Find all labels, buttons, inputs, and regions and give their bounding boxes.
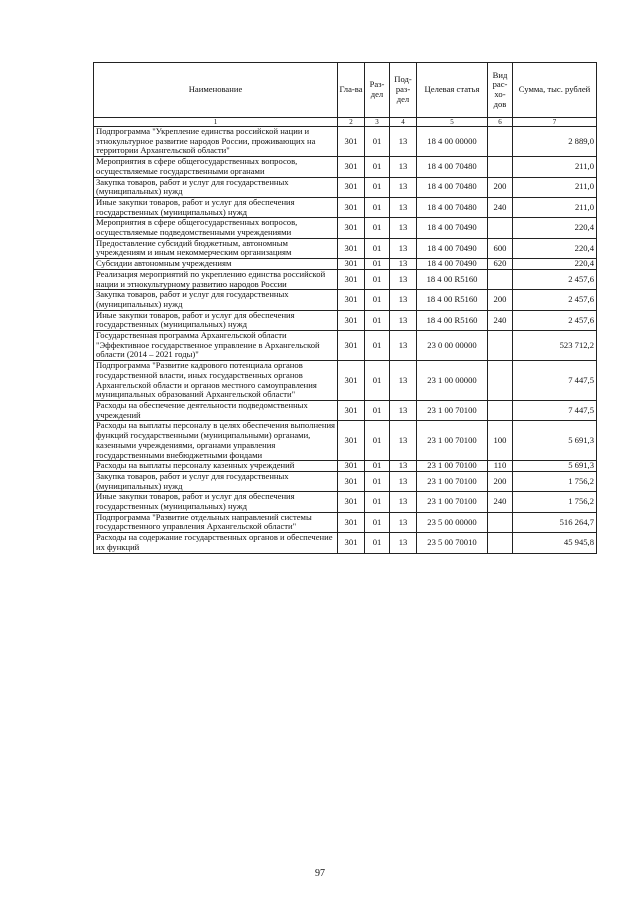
row-expense-type-cell: 620 xyxy=(488,259,513,270)
row-section-cell: 01 xyxy=(365,361,390,401)
table-row xyxy=(94,218,597,238)
table-row xyxy=(94,259,597,270)
table-row xyxy=(94,461,597,472)
row-target-article-cell: 18 4 00 70490 xyxy=(417,218,488,238)
column-number: 2 xyxy=(338,118,365,127)
row-subsection-cell: 13 xyxy=(390,290,417,310)
row-subsection-cell: 13 xyxy=(390,310,417,330)
row-chapter-cell: 301 xyxy=(338,290,365,310)
row-name-cell: Подпрограмма "Развитие отдельных направлений системы государственного управления Архангельской области" xyxy=(94,512,338,532)
row-sum-cell: 2 457,6 xyxy=(513,290,597,310)
row-section-cell: 01 xyxy=(365,259,390,270)
table-row xyxy=(94,331,597,361)
row-expense-type-cell: 100 xyxy=(488,421,513,461)
row-section-cell: 01 xyxy=(365,269,390,289)
row-name-cell: Расходы на выплаты персоналу в целях обеспечения выполнения функций государственными (муниципальными) органами, казенными учреждениями, органами управления государственными внебюджетными фондами xyxy=(94,421,338,461)
row-name-cell: Закупка товаров, работ и услуг для государственных (муниципальных) нужд xyxy=(94,177,338,197)
row-name-cell: Расходы на обеспечение деятельности подведомственных учреждений xyxy=(94,400,338,420)
row-expense-type-cell xyxy=(488,533,513,553)
row-target-article-cell: 23 5 00 70010 xyxy=(417,533,488,553)
table-row xyxy=(94,471,597,491)
row-target-article-cell: 18 4 00 00000 xyxy=(417,127,488,157)
row-expense-type-cell: 200 xyxy=(488,290,513,310)
row-sum-cell: 7 447,5 xyxy=(513,400,597,420)
row-subsection-cell: 13 xyxy=(390,533,417,553)
row-subsection-cell: 13 xyxy=(390,492,417,512)
row-target-article-cell: 18 4 00 70490 xyxy=(417,238,488,258)
column-number: 4 xyxy=(390,118,417,127)
row-target-article-cell: 18 4 00 R5160 xyxy=(417,290,488,310)
table-row xyxy=(94,290,597,310)
row-subsection-cell: 13 xyxy=(390,421,417,461)
column-number: 5 xyxy=(417,118,488,127)
column-number: 6 xyxy=(488,118,513,127)
row-name-cell: Подпрограмма "Развитие кадрового потенциала органов государственной власти, иных государственных органов Архангельской области и органов местного самоуправления муниципальных образований Архангельской области" xyxy=(94,361,338,401)
page-number: 97 xyxy=(315,868,325,879)
header-expense-type: Вид рас-хо-дов xyxy=(488,63,513,118)
row-subsection-cell: 13 xyxy=(390,471,417,491)
row-target-article-cell: 23 1 00 00000 xyxy=(417,361,488,401)
row-name-cell: Иные закупки товаров, работ и услуг для обеспечения государственных (муниципальных) нужд xyxy=(94,492,338,512)
header-chapter: Гла-ва xyxy=(338,63,365,118)
row-sum-cell: 45 945,8 xyxy=(513,533,597,553)
row-section-cell: 01 xyxy=(365,512,390,532)
row-target-article-cell: 18 4 00 70480 xyxy=(417,157,488,177)
row-sum-cell: 211,0 xyxy=(513,197,597,217)
row-sum-cell: 523 712,2 xyxy=(513,331,597,361)
table-row xyxy=(94,400,597,420)
row-chapter-cell: 301 xyxy=(338,197,365,217)
row-expense-type-cell: 200 xyxy=(488,471,513,491)
table-row xyxy=(94,177,597,197)
row-sum-cell: 5 691,3 xyxy=(513,461,597,472)
row-name-cell: Иные закупки товаров, работ и услуг для обеспечения государственных (муниципальных) нужд xyxy=(94,197,338,217)
row-chapter-cell: 301 xyxy=(338,177,365,197)
row-sum-cell: 220,4 xyxy=(513,218,597,238)
row-name-cell: Закупка товаров, работ и услуг для государственных (муниципальных) нужд xyxy=(94,471,338,491)
row-section-cell: 01 xyxy=(365,157,390,177)
row-subsection-cell: 13 xyxy=(390,361,417,401)
table-row xyxy=(94,127,597,157)
row-target-article-cell: 18 4 00 R5160 xyxy=(417,269,488,289)
row-chapter-cell: 301 xyxy=(338,461,365,472)
table-row xyxy=(94,421,597,461)
row-sum-cell: 2 457,6 xyxy=(513,269,597,289)
row-name-cell: Расходы на содержание государственных органов и обеспечение их функций xyxy=(94,533,338,553)
row-name-cell: Реализация мероприятий по укреплению единства российской нации и этнокультурному развитию народов России xyxy=(94,269,338,289)
row-subsection-cell: 13 xyxy=(390,177,417,197)
row-chapter-cell: 301 xyxy=(338,331,365,361)
row-expense-type-cell: 110 xyxy=(488,461,513,472)
row-section-cell: 01 xyxy=(365,197,390,217)
row-target-article-cell: 23 1 00 70100 xyxy=(417,421,488,461)
row-chapter-cell: 301 xyxy=(338,512,365,532)
row-expense-type-cell: 600 xyxy=(488,238,513,258)
row-sum-cell: 1 756,2 xyxy=(513,492,597,512)
row-name-cell: Государственная программа Архангельской области "Эффективное государственное управление в Архангельской области (2014 – 2021 годы)" xyxy=(94,331,338,361)
row-section-cell: 01 xyxy=(365,331,390,361)
row-sum-cell: 516 264,7 xyxy=(513,512,597,532)
row-chapter-cell: 301 xyxy=(338,421,365,461)
row-chapter-cell: 301 xyxy=(338,492,365,512)
row-section-cell: 01 xyxy=(365,310,390,330)
row-target-article-cell: 18 4 00 70490 xyxy=(417,259,488,270)
row-sum-cell: 1 756,2 xyxy=(513,471,597,491)
row-name-cell: Закупка товаров, работ и услуг для государственных (муниципальных) нужд xyxy=(94,290,338,310)
table-row xyxy=(94,492,597,512)
row-chapter-cell: 301 xyxy=(338,157,365,177)
row-sum-cell: 211,0 xyxy=(513,157,597,177)
row-subsection-cell: 13 xyxy=(390,461,417,472)
row-name-cell: Мероприятия в сфере общегосударственных вопросов, осуществляемые подведомственными учреждениями xyxy=(94,218,338,238)
column-number: 7 xyxy=(513,118,597,127)
row-subsection-cell: 13 xyxy=(390,269,417,289)
row-expense-type-cell xyxy=(488,127,513,157)
table-row xyxy=(94,533,597,553)
row-name-cell: Подпрограмма "Укрепление единства российской нации и этнокультурное развитие народов России, проживающих на территории Архангельской области" xyxy=(94,127,338,157)
row-expense-type-cell: 200 xyxy=(488,177,513,197)
row-section-cell: 01 xyxy=(365,492,390,512)
row-target-article-cell: 23 1 00 70100 xyxy=(417,400,488,420)
row-chapter-cell: 301 xyxy=(338,269,365,289)
row-chapter-cell: 301 xyxy=(338,310,365,330)
table-row xyxy=(94,310,597,330)
row-target-article-cell: 23 5 00 00000 xyxy=(417,512,488,532)
row-section-cell: 01 xyxy=(365,400,390,420)
row-section-cell: 01 xyxy=(365,533,390,553)
row-subsection-cell: 13 xyxy=(390,238,417,258)
budget-table xyxy=(93,62,597,554)
row-section-cell: 01 xyxy=(365,290,390,310)
row-sum-cell: 2 889,0 xyxy=(513,127,597,157)
row-subsection-cell: 13 xyxy=(390,157,417,177)
row-expense-type-cell: 240 xyxy=(488,310,513,330)
row-section-cell: 01 xyxy=(365,127,390,157)
row-expense-type-cell xyxy=(488,218,513,238)
row-section-cell: 01 xyxy=(365,421,390,461)
row-section-cell: 01 xyxy=(365,471,390,491)
row-sum-cell: 220,4 xyxy=(513,238,597,258)
row-target-article-cell: 23 0 00 00000 xyxy=(417,331,488,361)
row-expense-type-cell: 240 xyxy=(488,492,513,512)
header-sum: Сумма, тыс. рублей xyxy=(513,63,597,118)
table-row xyxy=(94,197,597,217)
row-subsection-cell: 13 xyxy=(390,512,417,532)
row-subsection-cell: 13 xyxy=(390,259,417,270)
row-sum-cell: 220,4 xyxy=(513,259,597,270)
row-section-cell: 01 xyxy=(365,238,390,258)
row-subsection-cell: 13 xyxy=(390,197,417,217)
row-chapter-cell: 301 xyxy=(338,218,365,238)
row-name-cell: Предоставление субсидий бюджетным, автономным учреждениям и иным некоммерческим организациям xyxy=(94,238,338,258)
row-target-article-cell: 23 1 00 70100 xyxy=(417,461,488,472)
row-name-cell: Субсидии автономным учреждениям xyxy=(94,259,338,270)
row-sum-cell: 211,0 xyxy=(513,177,597,197)
column-number: 1 xyxy=(94,118,338,127)
row-section-cell: 01 xyxy=(365,177,390,197)
header-row xyxy=(94,63,597,118)
row-section-cell: 01 xyxy=(365,461,390,472)
header-section: Раз-дел xyxy=(365,63,390,118)
row-chapter-cell: 301 xyxy=(338,533,365,553)
row-sum-cell: 2 457,6 xyxy=(513,310,597,330)
column-number: 3 xyxy=(365,118,390,127)
table-row xyxy=(94,361,597,401)
table-body xyxy=(94,127,597,554)
table-row xyxy=(94,157,597,177)
row-target-article-cell: 18 4 00 R5160 xyxy=(417,310,488,330)
row-expense-type-cell xyxy=(488,400,513,420)
row-expense-type-cell: 240 xyxy=(488,197,513,217)
row-expense-type-cell xyxy=(488,331,513,361)
row-name-cell: Мероприятия в сфере общегосударственных вопросов, осуществляемые государственными органами xyxy=(94,157,338,177)
table-row xyxy=(94,238,597,258)
table-row xyxy=(94,269,597,289)
row-sum-cell: 7 447,5 xyxy=(513,361,597,401)
header-name: Наименование xyxy=(94,63,338,118)
row-chapter-cell: 301 xyxy=(338,127,365,157)
row-target-article-cell: 23 1 00 70100 xyxy=(417,492,488,512)
row-chapter-cell: 301 xyxy=(338,259,365,270)
row-subsection-cell: 13 xyxy=(390,331,417,361)
row-sum-cell: 5 691,3 xyxy=(513,421,597,461)
row-section-cell: 01 xyxy=(365,218,390,238)
table-row xyxy=(94,512,597,532)
row-target-article-cell: 23 1 00 70100 xyxy=(417,471,488,491)
row-chapter-cell: 301 xyxy=(338,471,365,491)
row-target-article-cell: 18 4 00 70480 xyxy=(417,177,488,197)
row-expense-type-cell xyxy=(488,269,513,289)
row-expense-type-cell xyxy=(488,157,513,177)
header-subsection: Под-раз-дел xyxy=(390,63,417,118)
row-subsection-cell: 13 xyxy=(390,218,417,238)
row-target-article-cell: 18 4 00 70480 xyxy=(417,197,488,217)
row-subsection-cell: 13 xyxy=(390,400,417,420)
row-name-cell: Иные закупки товаров, работ и услуг для обеспечения государственных (муниципальных) нужд xyxy=(94,310,338,330)
row-chapter-cell: 301 xyxy=(338,238,365,258)
row-subsection-cell: 13 xyxy=(390,127,417,157)
header-target-article: Целевая статья xyxy=(417,63,488,118)
row-name-cell: Расходы на выплаты персоналу казенных учреждений xyxy=(94,461,338,472)
row-expense-type-cell xyxy=(488,361,513,401)
row-chapter-cell: 301 xyxy=(338,361,365,401)
row-chapter-cell: 301 xyxy=(338,400,365,420)
row-expense-type-cell xyxy=(488,512,513,532)
